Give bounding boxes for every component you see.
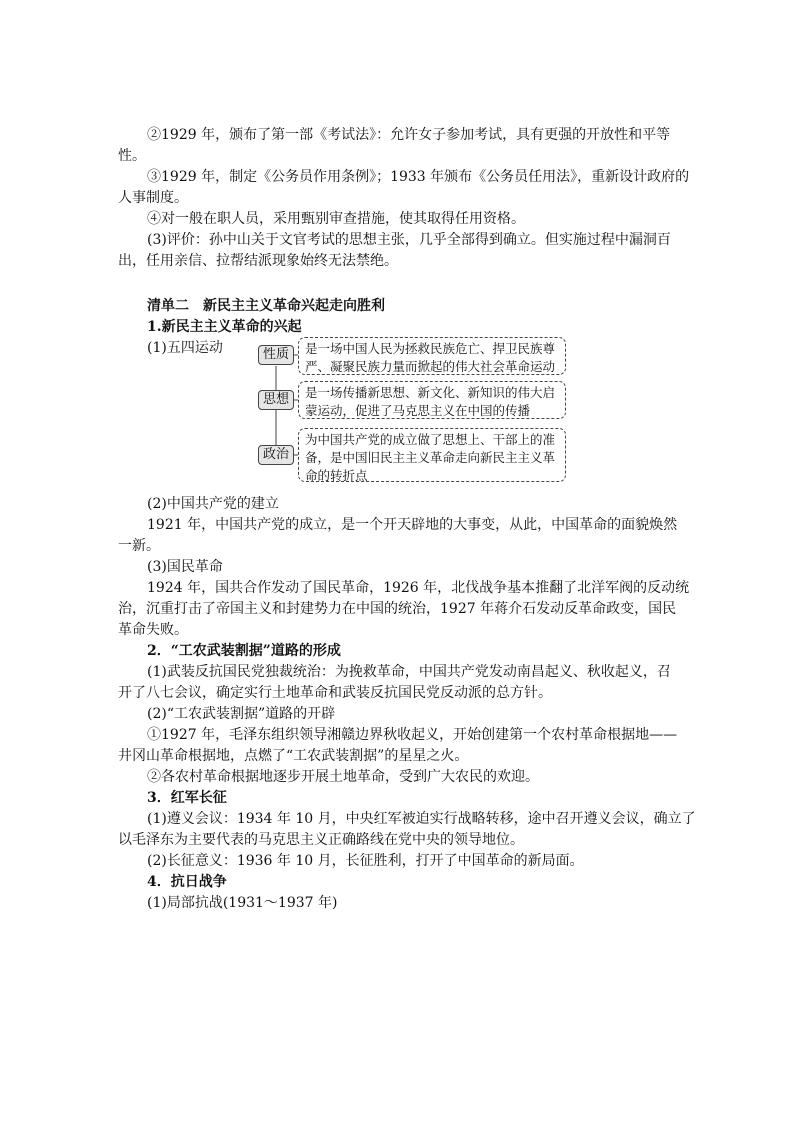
subsection-heading: 3．红军长征 bbox=[147, 790, 227, 806]
text-line: 一新。 bbox=[118, 538, 160, 554]
text-line: ①1927 年，毛泽东组织领导湘赣边界秋收起义，开始创建第一个农村革命根据地—— bbox=[147, 727, 678, 743]
text-line: 出，任用亲信、拉帮结派现象始终无法禁绝。 bbox=[118, 253, 398, 269]
tag-nature: 性质 bbox=[258, 345, 294, 365]
item-heading: (1)五四运动 bbox=[147, 340, 223, 356]
politics-box: 为中国共产党的成立做了思想上、干部上的准备，是中国旧民主主义革命走向新民主主义革命的转折点 bbox=[298, 428, 566, 482]
text-line: 性。 bbox=[118, 148, 146, 164]
text-line: 人事制度。 bbox=[118, 190, 188, 206]
text-line: 井冈山革命根据地，点燃了“工农武装割据”的星星之火。 bbox=[118, 748, 469, 764]
subsection-heading: 4．抗日战争 bbox=[147, 874, 227, 890]
text-line: (1)武装反抗国民党独裁统治：为挽救革命，中国共产党发动南昌起义、秋收起义，召 bbox=[147, 664, 671, 680]
text-line: ④对一般在职人员，采用甄别审查措施，使其取得任用资格。 bbox=[147, 211, 525, 227]
text-line: ③1929 年，制定《公务员作用条例》；1933 年颁布《公务员任用法》，重新设计政府的 bbox=[147, 169, 690, 185]
item-heading: (3)国民革命 bbox=[147, 559, 223, 575]
text-line: 开了八七会议，确定实行土地革命和武装反抗国民党反动派的总方针。 bbox=[118, 685, 552, 701]
item-heading: (2)“工农武装割据”道路的开辟 bbox=[147, 706, 336, 722]
text-line: (3)评价：孙中山关于文官考试的思想主张，几乎全部得到确立。但实施过程中漏洞百 bbox=[147, 232, 671, 248]
subsection-heading: 1.新民主主义革命的兴起 bbox=[147, 319, 302, 335]
text-line: 治，沉重打击了帝国主义和封建势力在中国的统治，1927 年蒋介石发动反革命政变，国民 bbox=[118, 601, 677, 617]
tag-politics: 政治 bbox=[258, 445, 294, 465]
thought-box: 是一场传播新思想、新文化、新知识的伟大启蒙运动，促进了马克思主义在中国的传播 bbox=[298, 381, 566, 419]
text-line: 以毛泽东为主要代表的马克思主义正确路线在党中央的领导地位。 bbox=[118, 832, 524, 848]
nature-box: 是一场中国人民为拯救民族危亡、捍卫民族尊严、凝聚民族力量而掀起的伟大社会革命运动 bbox=[298, 337, 566, 375]
subsection-heading: 2．“工农武装割据”道路的形成 bbox=[147, 643, 341, 659]
item-heading: (1)局部抗战(1931～1937 年) bbox=[147, 895, 338, 911]
tag-thought: 思想 bbox=[258, 390, 294, 410]
item-heading: (2)中国共产党的建立 bbox=[147, 496, 279, 512]
text-line: 1924 年，国共合作发动了国民革命，1926 年，北伐战争基本推翻了北洋军阀的反动统 bbox=[147, 580, 690, 596]
text-line: ②各农村革命根据地逐步开展土地革命，受到广大农民的欢迎。 bbox=[147, 769, 539, 785]
text-line: 革命失败。 bbox=[118, 622, 188, 638]
text-line: (2)长征意义：1936 年 10 月，长征胜利，打开了中国革命的新局面。 bbox=[147, 853, 584, 869]
text-line: (1)遵义会议：1934 年 10 月，中央红军被迫实行战略转移，途中召开遵义会议，确立了 bbox=[147, 811, 696, 827]
text-line: 1921 年，中国共产党的成立，是一个开天辟地的大事变，从此，中国革命的面貌焕然 bbox=[147, 517, 678, 533]
section-heading: 清单二 新民主主义革命兴起走向胜利 bbox=[147, 298, 385, 314]
text-line: ②1929 年，颁布了第一部《考试法》：允许女子参加考试，具有更强的开放性和平等 bbox=[147, 127, 671, 143]
